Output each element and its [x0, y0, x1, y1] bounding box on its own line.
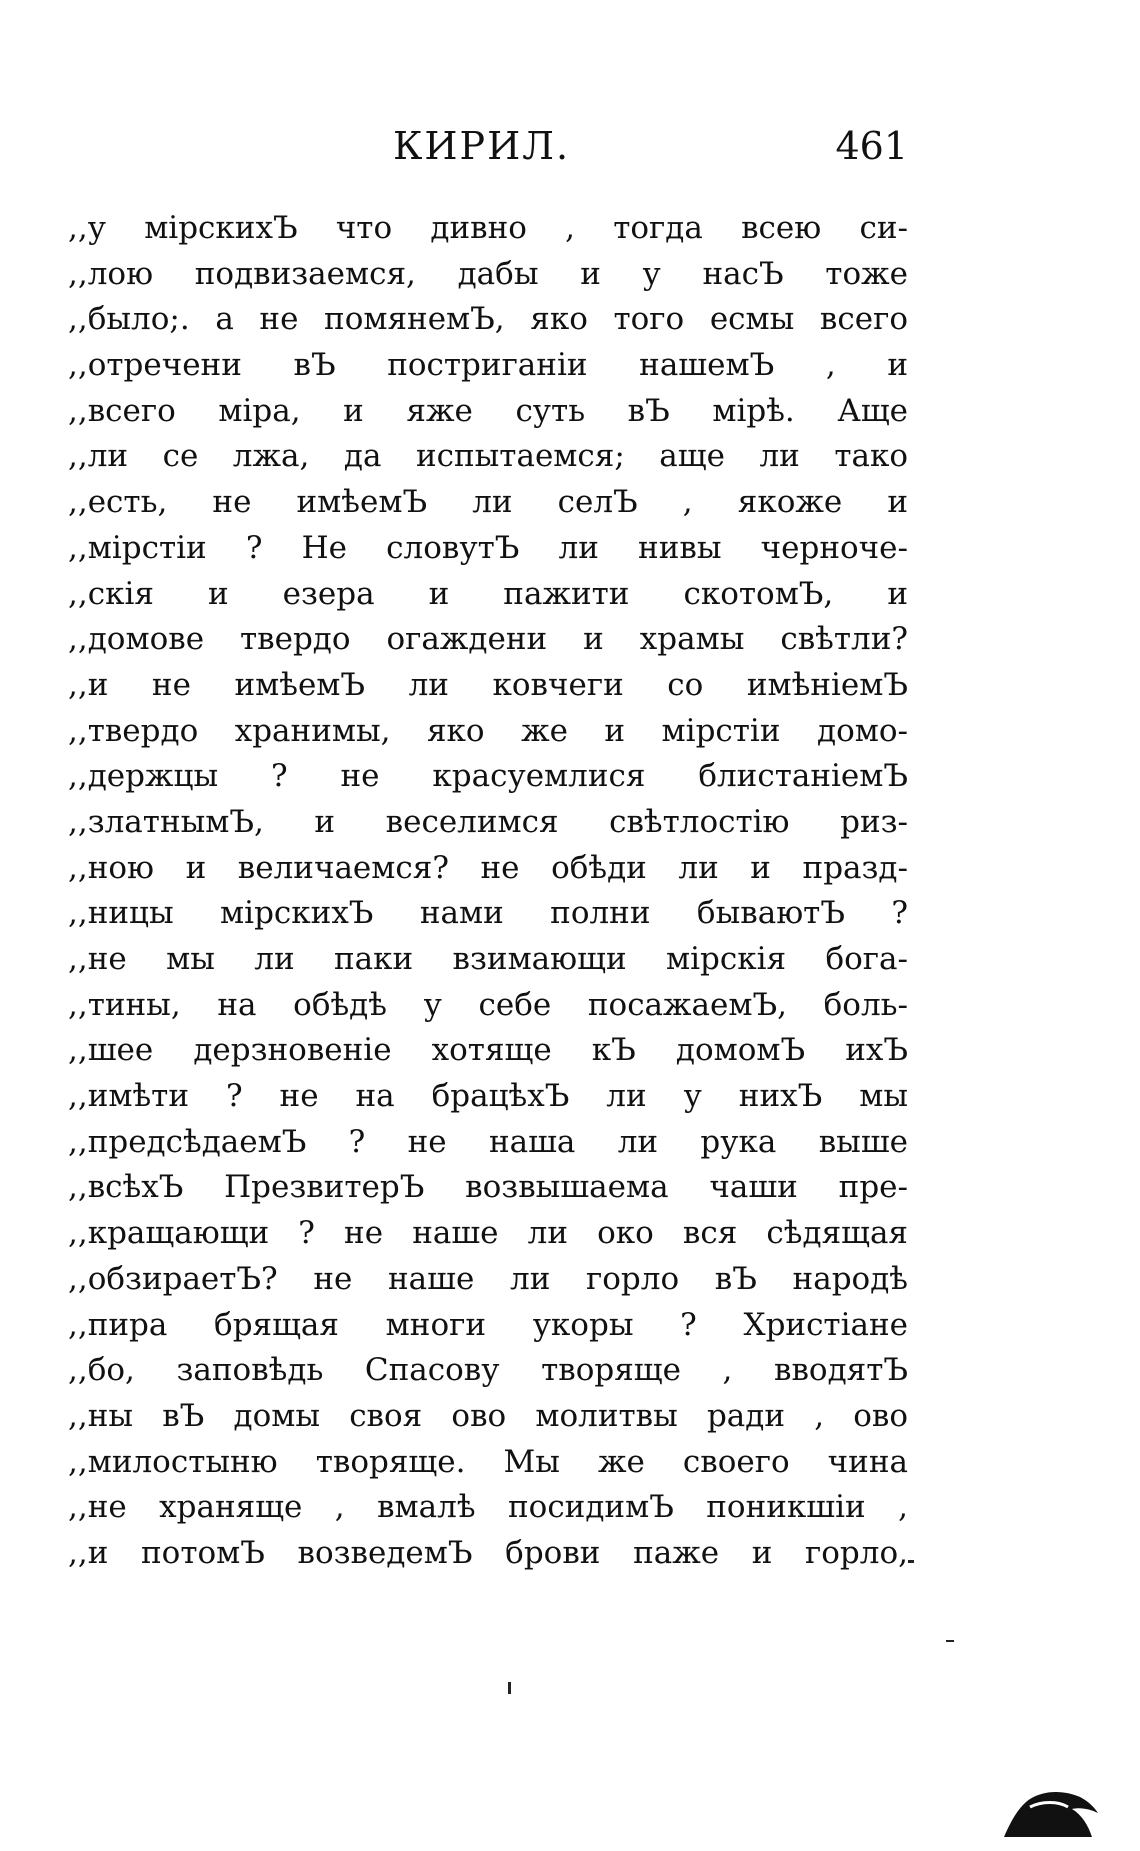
- text-line: ,,бо, заповѣдь Спасову творяще , вводятЪ: [68, 1352, 908, 1389]
- page-number: 461: [835, 124, 908, 168]
- text-line: ,,пира брящая многи укоры ? Христіане: [68, 1306, 908, 1343]
- text-line: ,,всѣхЪ ПрезвитерЪ возвышаема чаши пре-: [68, 1169, 908, 1206]
- running-head: [88, 116, 908, 176]
- text-line: ,,ною и величаемся? не обѣди ли и празд-: [68, 849, 908, 886]
- ink-speck: [946, 1640, 954, 1642]
- text-line: ,,кращающи ? не наше ли око вся сѣдящая: [68, 1215, 908, 1252]
- text-line: ,,держцы ? не красуемлися блистаніемЪ: [68, 758, 908, 795]
- text-line: ,,и потомЪ возведемЪ брови паже и горло,: [68, 1534, 908, 1571]
- running-title: КИРИЛ.: [393, 124, 571, 168]
- text-line: ,,домове твердо огаждени и храмы свѣтли?: [68, 621, 908, 658]
- text-line: ,,тины, на обѣдѣ у себе посажаемЪ, боль-: [68, 986, 908, 1023]
- text-line: ,,твердо хранимы, яко же и мірстіи домо-: [68, 712, 908, 749]
- text-line: ,,милостыню творяще. Мы же своего чина: [68, 1443, 908, 1480]
- text-line: ,,обзираетЪ? не наше ли горло вЪ народѣ: [68, 1260, 908, 1297]
- text-line: ,,есть, не имѣемЪ ли селЪ , якоже и: [68, 484, 908, 521]
- text-line: ,,и не имѣемЪ ли ковчеги со имѣніемЪ: [68, 666, 908, 703]
- text-line: ,,мірстіи ? Не словутЪ ли нивы черноче-: [68, 529, 908, 566]
- ink-speck: [508, 1682, 511, 1694]
- text-line: ,,не храняще , вмалѣ посидимЪ поникшіи ,: [68, 1489, 908, 1526]
- text-line: ,,златнымЪ, и веселимся свѣтлостію риз-: [68, 803, 908, 840]
- ink-speck: [908, 1560, 914, 1563]
- text-line: ,,отречени вЪ постриганіи нашемЪ , и: [68, 347, 908, 384]
- text-line: ,,ли се лжа, да испытаемся; аще ли тако: [68, 438, 908, 475]
- text-line: ,,ницы мірскихЪ нами полни бываютЪ ?: [68, 895, 908, 932]
- body-text: [68, 206, 908, 1577]
- text-line: ,,лою подвизаемся, дабы и у насЪ тоже: [68, 255, 908, 292]
- text-line: ,,не мы ли паки взимающи мірскія бога-: [68, 941, 908, 977]
- text-line: ,,у мірскихЪ что дивно , тогда всею си-: [68, 210, 908, 246]
- text-line: ,,имѣти ? не на брацѣхЪ ли у нихЪ мы: [68, 1078, 908, 1115]
- text-line: ,,ны вЪ домы своя ово молитвы ради , ово: [68, 1397, 908, 1434]
- text-line: ,,всего міра, и яже суть вЪ мірѣ. Аще: [68, 392, 908, 429]
- text-line: ,,предсѣдаемЪ ? не наша ли рука выше: [68, 1123, 908, 1160]
- printer-ornament-icon: [1000, 1787, 1100, 1839]
- text-line: ,,шее дерзновеніе хотяще кЪ домомЪ ихЪ: [68, 1032, 908, 1069]
- text-line: ,,скія и езера и пажити скотомЪ, и: [68, 575, 908, 612]
- text-line: ,,было;. а не помянемЪ, яко того есмы всего: [68, 301, 908, 338]
